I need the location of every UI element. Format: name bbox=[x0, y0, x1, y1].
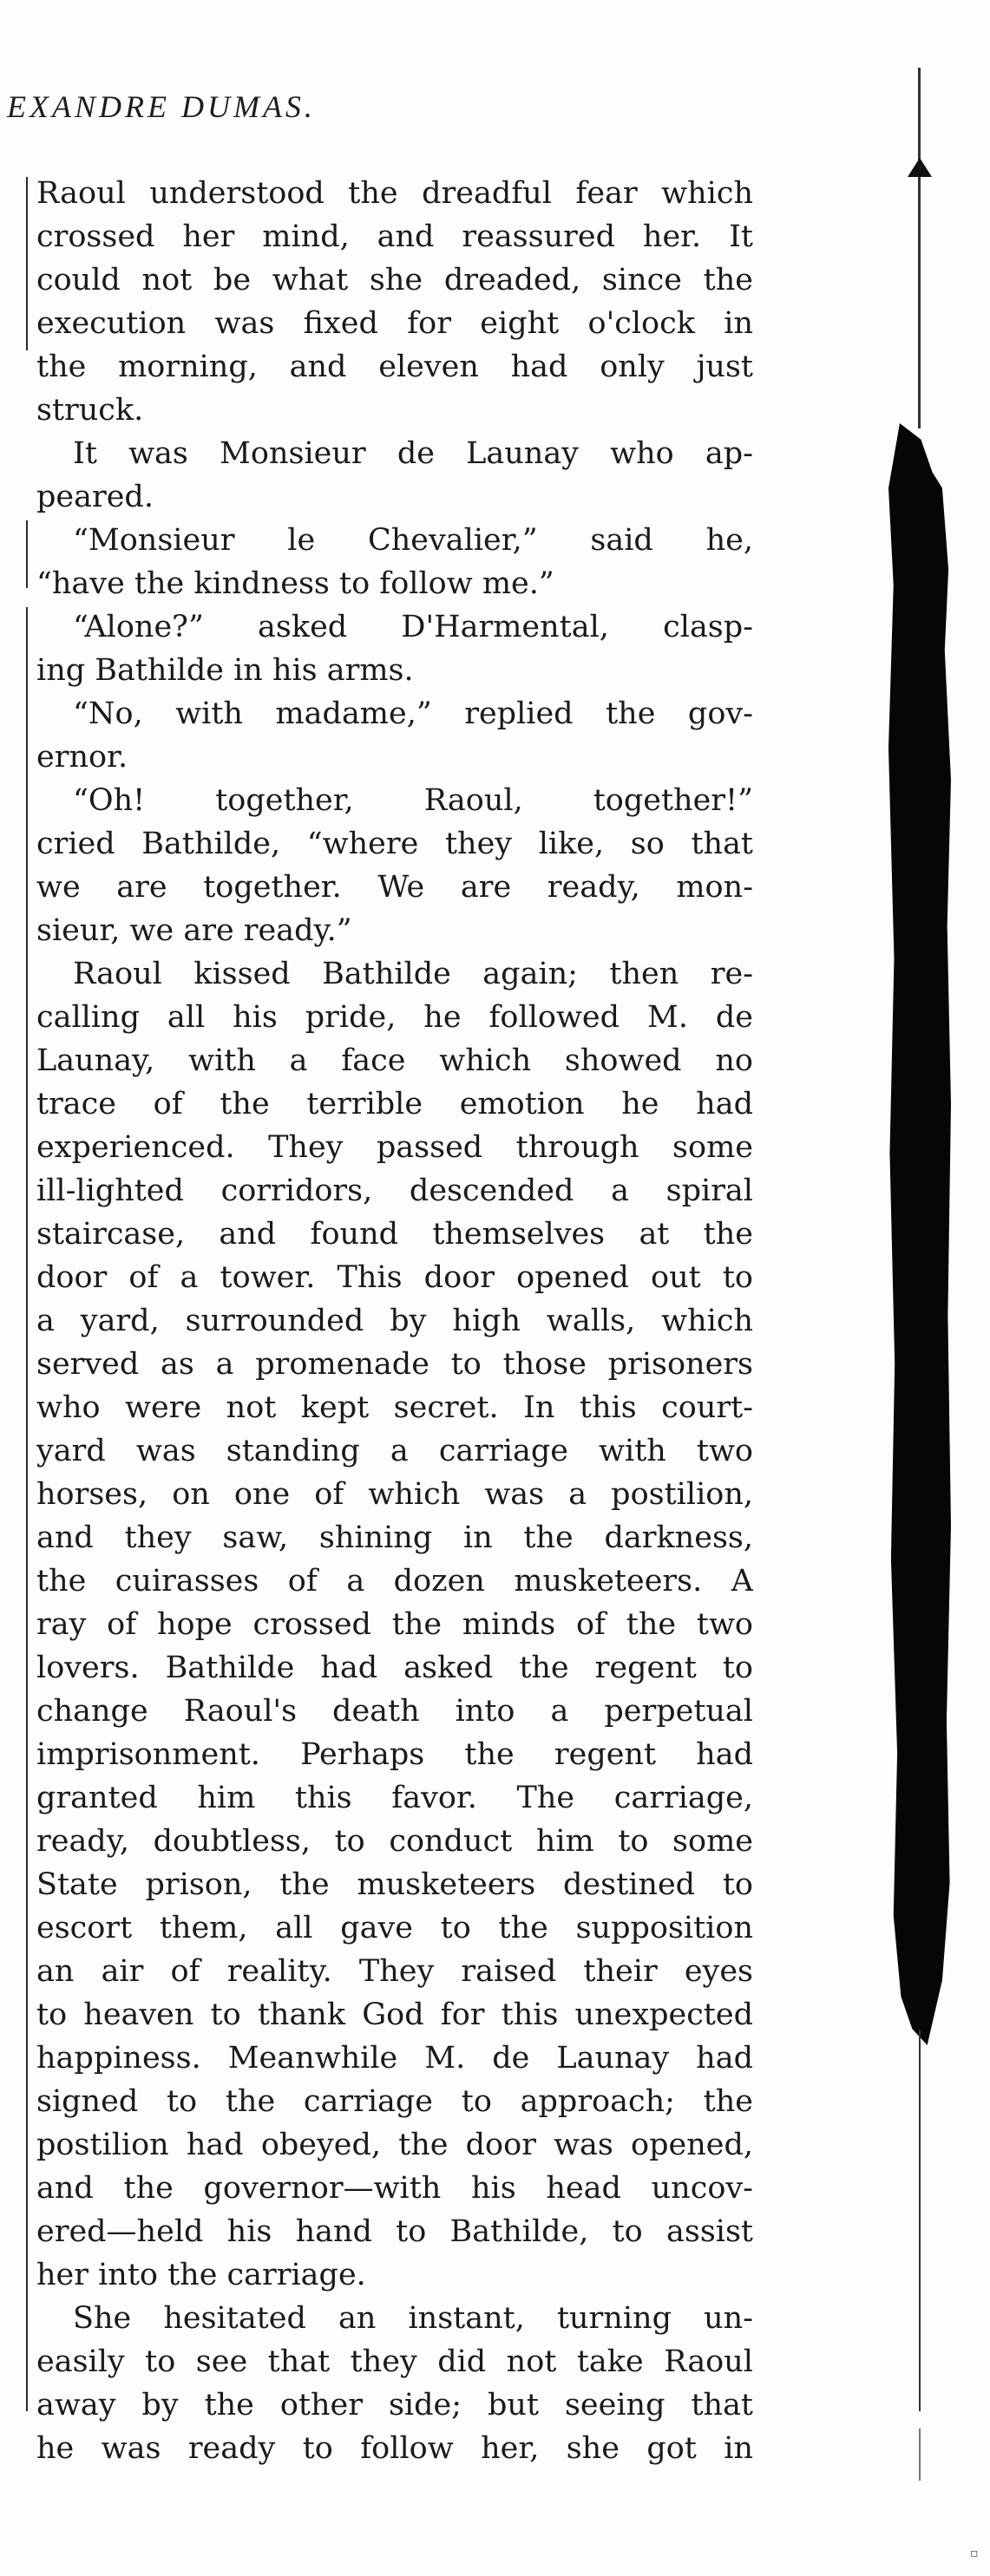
text-line: Launay, with a face which showed no bbox=[36, 1043, 753, 1078]
margin-rule bbox=[26, 607, 28, 2411]
text-line: who were not kept secret. In this court- bbox=[36, 1390, 753, 1425]
text-line: “No, with madame,” replied the gov- bbox=[73, 696, 753, 731]
text-line: calling all his pride, he followed M. de bbox=[36, 1000, 753, 1035]
text-line: happiness. Meanwhile M. de Launay had bbox=[36, 2041, 753, 2076]
text-line: away by the other side; but seeing that bbox=[36, 2388, 753, 2422]
text-line: Raoul understood the dreadful fear which bbox=[36, 176, 753, 211]
text-line: peared. bbox=[36, 480, 154, 514]
text-line: horses, on one of which was a postilion, bbox=[36, 1477, 753, 1512]
text-line: granted him this favor. The carriage, bbox=[36, 1781, 753, 1815]
text-line: we are together. We are ready, mon- bbox=[36, 870, 753, 905]
text-line: State prison, the musketeers destined to bbox=[36, 1867, 753, 1902]
text-line: the morning, and eleven had only just bbox=[36, 350, 753, 384]
margin-line bbox=[919, 2429, 921, 2481]
margin-rule bbox=[26, 520, 28, 588]
text-line: easily to see that they did not take Raoul bbox=[36, 2344, 753, 2379]
text-line: It was Monsieur de Launay who ap- bbox=[73, 436, 753, 471]
text-line: staircase, and found themselves at the bbox=[36, 1217, 753, 1252]
margin-strip bbox=[868, 0, 990, 2576]
text-line: could not be what she dreaded, since the bbox=[36, 263, 753, 297]
text-line: he was ready to follow her, she got in bbox=[36, 2431, 753, 2466]
text-line: struck. bbox=[36, 393, 144, 428]
text-line: ready, doubtless, to conduct him to some bbox=[36, 1824, 753, 1859]
text-line: change Raoul's death into a perpetual bbox=[36, 1694, 753, 1729]
text-line: door of a tower. This door opened out to bbox=[36, 1260, 753, 1295]
text-line: escort them, all gave to the supposition bbox=[36, 1911, 753, 1945]
margin-rule bbox=[26, 177, 28, 350]
text-line: ing Bathilde in his arms. bbox=[36, 653, 414, 688]
ink-blot bbox=[888, 423, 951, 2045]
text-line: to heaven to thank God for this unexpected bbox=[36, 1997, 753, 2032]
margin-line bbox=[918, 68, 921, 163]
margin-line bbox=[918, 177, 921, 428]
text-line: ray of hope crossed the minds of the two bbox=[36, 1607, 753, 1642]
text-line: ernor. bbox=[36, 740, 128, 775]
text-line: postilion had obeyed, the door was opened, bbox=[36, 2128, 753, 2162]
text-line: and the governor—with his head uncov- bbox=[36, 2171, 753, 2206]
text-line: and they saw, shining in the darkness, bbox=[36, 1520, 753, 1555]
text-line: “have the kindness to follow me.” bbox=[36, 566, 554, 601]
text-line: She hesitated an instant, turning un- bbox=[73, 2301, 753, 2336]
text-line: the cuirasses of a dozen musketeers. A bbox=[36, 1564, 753, 1599]
text-line: crossed her mind, and reassured her. It bbox=[36, 219, 753, 254]
text-line: signed to the carriage to approach; the bbox=[36, 2084, 753, 2119]
text-line: her into the carriage. bbox=[36, 2258, 366, 2292]
running-head: EXANDRE DUMAS. bbox=[7, 89, 316, 124]
text-line: execution was fixed for eight o'clock in bbox=[36, 306, 753, 341]
text-column bbox=[36, 172, 753, 2470]
text-line: “Oh! together, Raoul, together!” bbox=[73, 783, 753, 818]
text-line: sieur, we are ready.” bbox=[36, 913, 352, 948]
text-line: ered—held his hand to Bathilde, to assist bbox=[36, 2214, 753, 2249]
text-line: an air of reality. They raised their eyes bbox=[36, 1954, 753, 1989]
text-line: Raoul kissed Bathilde again; then re- bbox=[73, 957, 753, 991]
text-line: “Alone?” asked D'Harmental, clasp- bbox=[73, 610, 753, 644]
corner-mark: ▫ bbox=[970, 2547, 979, 2560]
text-line: “Monsieur le Chevalier,” said he, bbox=[73, 523, 753, 558]
text-line: served as a promenade to those prisoners bbox=[36, 1347, 753, 1382]
margin-line bbox=[919, 2030, 921, 2411]
text-line: yard was standing a carriage with two bbox=[36, 1434, 753, 1468]
text-line: a yard, surrounded by high walls, which bbox=[36, 1304, 753, 1338]
text-line: trace of the terrible emotion he had bbox=[36, 1087, 753, 1121]
arrow-up-icon bbox=[908, 158, 932, 177]
text-line: cried Bathilde, “where they like, so that bbox=[36, 827, 753, 861]
text-line: ill-lighted corridors, descended a spiral bbox=[36, 1174, 753, 1208]
text-line: lovers. Bathilde had asked the regent to bbox=[36, 1651, 753, 1685]
text-line: experienced. They passed through some bbox=[36, 1130, 753, 1165]
text-line: imprisonment. Perhaps the regent had bbox=[36, 1737, 753, 1772]
